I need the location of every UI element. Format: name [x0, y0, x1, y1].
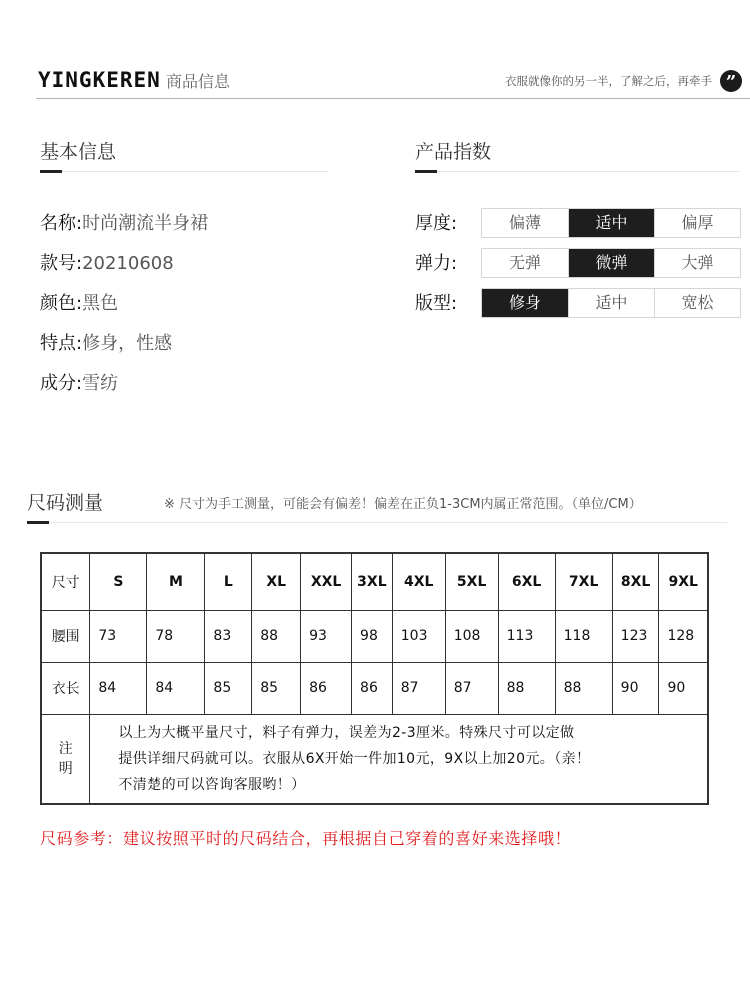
size-header-cell: M [147, 553, 205, 610]
index-label: 版型: [415, 293, 458, 314]
size-header-cell: 3XL [352, 553, 393, 610]
basic-info-value: 20210608 [82, 253, 174, 274]
waist-cell: 98 [352, 610, 393, 662]
size-header-cell: XL [252, 553, 301, 610]
remark-line: 不清楚的可以咨询客服哟！） [118, 776, 306, 793]
waist-cell: 78 [147, 610, 205, 662]
product-index-underline [415, 171, 739, 172]
size-title: 尺码测量 [27, 492, 104, 514]
size-header-cell: 6XL [498, 553, 555, 610]
length-cell: 87 [392, 662, 445, 714]
length-cell: 86 [352, 662, 393, 714]
size-header-cell: 7XL [555, 553, 612, 610]
brand-logo: YINGKEREN [38, 68, 161, 92]
page-header [0, 0, 750, 100]
basic-info-label: 颜色: [40, 293, 83, 314]
length-cell: 88 [498, 662, 555, 714]
size-note: ※ 尺寸为手工测量，可能会有偏差！偏差在正负1-3CM内属正常范围。（单位/CM） [164, 497, 642, 512]
size-header-cell: 8XL [612, 553, 659, 610]
size-header-row [41, 553, 708, 610]
size-table [40, 552, 709, 805]
size-header-cell: 5XL [445, 553, 498, 610]
remark-label [41, 714, 90, 804]
size-header-cell: 9XL [659, 553, 708, 610]
size-reference: 尺码参考：建议按照平时的尺码结合，再根据自己穿着的喜好来选择哦！ [40, 829, 572, 848]
length-cell: 84 [90, 662, 147, 714]
product-index-mark [415, 170, 437, 173]
basic-info-label: 特点: [40, 333, 83, 354]
header-divider [36, 98, 750, 99]
index-option-group [481, 288, 741, 318]
product-index-title: 产品指数 [415, 141, 492, 163]
index-option: 大弹 [654, 249, 740, 277]
waist-cell: 93 [301, 610, 352, 662]
waist-cell: 128 [659, 610, 708, 662]
index-option: 宽松 [654, 289, 740, 317]
header-slogan: 衣服就像你的另一半，了解之后，再牵手 [505, 74, 712, 88]
index-option-group [481, 248, 741, 278]
index-label: 弹力: [415, 253, 458, 274]
basic-info-label: 名称: [40, 213, 83, 234]
length-cell: 88 [555, 662, 612, 714]
basic-info-label: 成分: [40, 373, 83, 394]
basic-info-value: 修身，性感 [82, 333, 173, 354]
index-option: 修身 [482, 289, 568, 317]
basic-info-value: 雪纺 [82, 373, 119, 394]
length-cell: 87 [445, 662, 498, 714]
size-header-cell: S [90, 553, 147, 610]
basic-info-mark [40, 170, 62, 173]
index-option: 微弹 [568, 249, 654, 277]
size-header-cell: L [205, 553, 252, 610]
basic-info-value: 黑色 [82, 293, 119, 314]
index-option: 适中 [568, 289, 654, 317]
index-option: 适中 [568, 209, 654, 237]
index-option: 无弹 [482, 249, 568, 277]
basic-info-row [40, 289, 118, 315]
index-label: 厚度: [415, 213, 458, 234]
index-option-group [481, 208, 741, 238]
waist-cell: 123 [612, 610, 659, 662]
length-row [41, 662, 708, 714]
waist-cell: 118 [555, 610, 612, 662]
length-cell: 86 [301, 662, 352, 714]
size-header-cell: XXL [301, 553, 352, 610]
basic-info-value: 时尚潮流半身裙 [82, 213, 209, 234]
size-underline [27, 522, 727, 523]
basic-info-row [40, 369, 118, 395]
waist-cell: 88 [252, 610, 301, 662]
length-cell: 85 [252, 662, 301, 714]
basic-info-underline [40, 171, 328, 172]
remark-text [90, 714, 708, 804]
length-cell: 90 [612, 662, 659, 714]
remark-row [41, 714, 708, 804]
waist-cell: 73 [90, 610, 147, 662]
basic-info-row [40, 249, 174, 275]
waist-row [41, 610, 708, 662]
size-header-cell: 4XL [392, 553, 445, 610]
length-cell: 84 [147, 662, 205, 714]
remark-label-bottom: 明 [58, 760, 73, 777]
waist-cell: 108 [445, 610, 498, 662]
size-mark [27, 521, 49, 524]
waist-cell: 103 [392, 610, 445, 662]
length-cell: 85 [205, 662, 252, 714]
waist-label: 腰围 [41, 610, 90, 662]
index-option: 偏厚 [654, 209, 740, 237]
header-subtitle: 商品信息 [166, 72, 231, 91]
remark-line: 提供详细尺码就可以。衣服从6X开始一件加10元，9X以上加20元。（亲！ [118, 750, 591, 767]
quote-icon: ” [720, 70, 742, 92]
basic-info-row [40, 209, 208, 235]
length-label: 衣长 [41, 662, 90, 714]
length-cell: 90 [659, 662, 708, 714]
basic-info-row [40, 329, 172, 355]
basic-info-title: 基本信息 [40, 141, 117, 163]
size-header-label: 尺寸 [41, 553, 90, 610]
remark-line: 以上为大概平量尺寸，料子有弹力，误差为2-3厘米。特殊尺寸可以定做 [118, 724, 575, 741]
basic-info-label: 款号: [40, 253, 83, 274]
waist-cell: 83 [205, 610, 252, 662]
waist-cell: 113 [498, 610, 555, 662]
remark-label-top: 注 [58, 740, 73, 757]
index-option: 偏薄 [482, 209, 568, 237]
